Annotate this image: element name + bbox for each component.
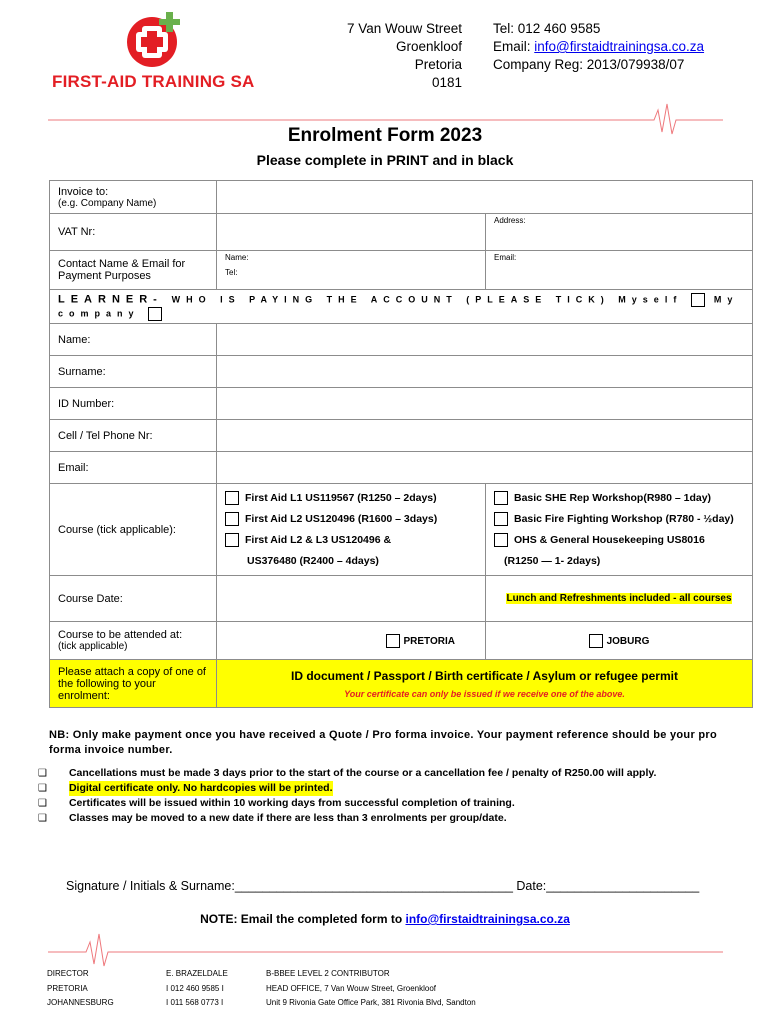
- footer-text: DIRECTOR: [47, 969, 89, 978]
- footer-col-2: [166, 967, 228, 1011]
- documents-list: ID document / Passport / Birth certificate / Asylum or refugee permit: [291, 668, 678, 683]
- email-note: NOTE: Email the completed form to info@firstaidtrainingsa.co.za: [200, 912, 570, 926]
- course-option-cont: (R1250 — 1- 2days): [504, 555, 601, 567]
- attend-label: Course to be attended at: (tick applicable): [50, 622, 217, 660]
- my-company-label: My company: [58, 294, 739, 319]
- course-option[interactable]: OHS & General Housekeeping US8016: [494, 530, 744, 551]
- course-checkbox[interactable]: [225, 512, 239, 526]
- address-field[interactable]: Address:: [486, 214, 753, 251]
- course-option[interactable]: First Aid L2 US120496 (R1600 – 3days): [225, 509, 477, 530]
- cell-field[interactable]: [217, 420, 753, 452]
- surname-field[interactable]: [217, 356, 753, 388]
- email-field[interactable]: [217, 452, 753, 484]
- terms-item: ❑ Classes may be moved to a new date if there are less than 3 enrolments per group/date.: [38, 812, 507, 824]
- payment-note: NB: Only make payment once you have received a Quote / Pro forma invoice. Your payment reference should be your pro forma invoice number.: [49, 729, 717, 756]
- company-contact: [493, 20, 704, 74]
- tel-line: Tel: 012 460 9585: [493, 21, 601, 36]
- documents-warning: Your certificate can only be issued if we receive one of the above.: [344, 688, 625, 699]
- footer-text: I 012 460 9585 I: [166, 983, 224, 993]
- pretoria-checkbox[interactable]: [386, 634, 400, 648]
- vat-field[interactable]: [217, 214, 486, 251]
- signature-line[interactable]: Signature / Initials & Surname:________________________________________ Date:______________________: [66, 879, 700, 893]
- cell-label: Cell / Tel Phone Nr:: [50, 420, 217, 452]
- invoice-to-field[interactable]: [217, 181, 753, 214]
- ecg-divider-bottom: [48, 930, 723, 970]
- joburg-option[interactable]: JOBURG: [486, 622, 753, 660]
- course-checkbox[interactable]: [494, 512, 508, 526]
- note-email-link[interactable]: info@firstaidtrainingsa.co.za: [405, 912, 570, 926]
- course-checkbox[interactable]: [494, 491, 508, 505]
- name-field[interactable]: [217, 324, 753, 356]
- footer-col-1: [47, 967, 114, 1011]
- contact-email-field[interactable]: Email:: [486, 251, 753, 290]
- checkbox-bullet-icon: ❑: [38, 798, 47, 809]
- contact-label: Contact Name & Email for Payment Purposes: [50, 251, 217, 290]
- surname-label: Surname:: [50, 356, 217, 388]
- footer-text: JOHANNESBURG: [47, 998, 114, 1007]
- course-date-label: Course Date:: [50, 576, 217, 622]
- footer-text: I 011 568 0773 I: [166, 998, 224, 1007]
- checkbox-bullet-icon: ❑: [38, 768, 47, 779]
- payer-question: WHO IS PAYING THE ACCOUNT (PLEASE TICK) Myself: [171, 294, 683, 305]
- email-label: Email:: [50, 452, 217, 484]
- id-number-field[interactable]: [217, 388, 753, 420]
- brand-name: FIRST-AID TRAINING SA: [52, 72, 255, 91]
- course-date-field[interactable]: [217, 576, 486, 622]
- address-line: 7 Van Wouw Street: [346, 21, 462, 36]
- learner-label: LEARNER-: [58, 293, 163, 306]
- form-subtitle: Please complete in PRINT and in black: [256, 152, 514, 168]
- invoice-to-label: Invoice to: (e.g. Company Name): [50, 181, 217, 214]
- email-link[interactable]: info@firstaidtrainingsa.co.za: [534, 39, 705, 54]
- course-checkbox[interactable]: [225, 491, 239, 505]
- course-checkbox[interactable]: [225, 533, 239, 547]
- documents-note: [217, 660, 753, 708]
- footer-text: HEAD OFFICE, 7 Van Wouw Street, Groenkloof: [266, 983, 436, 993]
- company-reg: Company Reg: 2013/079938/07: [493, 57, 685, 72]
- course-options-left: [217, 484, 486, 576]
- company-address: [347, 20, 462, 92]
- myself-checkbox[interactable]: [691, 293, 705, 307]
- footer-text: B-BBEE LEVEL 2 CONTRIBUTOR: [266, 969, 390, 978]
- pretoria-option[interactable]: PRETORIA: [217, 622, 486, 660]
- address-line: Pretoria: [414, 57, 462, 72]
- footer-text: PRETORIA: [47, 983, 88, 993]
- footer-text: Unit 9 Rivonia Gate Office Park, 381 Rivonia Blvd, Sandton: [266, 998, 476, 1007]
- terms-item: ❑ Digital certificate only. No hardcopies will be printed.: [38, 782, 333, 794]
- contact-name-field[interactable]: Name: Tel:: [217, 251, 486, 290]
- attach-label: Please attach a copy of one of the following to your enrolment:: [50, 660, 217, 708]
- my-company-checkbox[interactable]: [148, 307, 162, 321]
- lunch-note: Lunch and Refreshments included - all courses: [486, 576, 753, 622]
- address-line: Groenkloof: [395, 39, 462, 54]
- address-line: 0181: [431, 75, 462, 90]
- email-line: [493, 38, 704, 56]
- course-option[interactable]: First Aid L2 & L3 US120496 &: [225, 530, 477, 551]
- email-prefix: Email:: [493, 39, 535, 54]
- joburg-checkbox[interactable]: [589, 634, 603, 648]
- checkbox-bullet-icon: ❑: [38, 783, 47, 794]
- course-option[interactable]: First Aid L1 US119567 (R1250 – 2days): [225, 488, 477, 509]
- terms-item: ❑ Certificates will be issued within 10 working days from successful completion of training.: [38, 797, 515, 809]
- checkbox-bullet-icon: ❑: [38, 813, 47, 824]
- enrolment-form-table: [49, 180, 753, 708]
- course-options-right: [486, 484, 753, 576]
- course-checkbox[interactable]: [494, 533, 508, 547]
- course-option[interactable]: Basic SHE Rep Workshop(R980 – 1day): [494, 488, 744, 509]
- course-option[interactable]: Basic Fire Fighting Workshop (R780 - ½day): [494, 509, 744, 530]
- terms-list: [38, 766, 656, 826]
- form-title: Enrolment Form 2023: [287, 125, 483, 146]
- course-label: Course (tick applicable):: [50, 484, 217, 576]
- terms-item: ❑ Cancellations must be made 3 days prior to the start of the course or a cancellation fee / penalty of R250.00 will apply.: [38, 767, 657, 779]
- name-label: Name:: [50, 324, 217, 356]
- course-option-cont: US376480 (R2400 – 4days): [247, 555, 379, 567]
- payer-row: [50, 290, 753, 324]
- footer-col-3: [266, 967, 476, 1011]
- vat-label: VAT Nr:: [50, 214, 217, 251]
- footer-text: E. BRAZELDALE: [166, 969, 228, 978]
- id-number-label: ID Number:: [50, 388, 217, 420]
